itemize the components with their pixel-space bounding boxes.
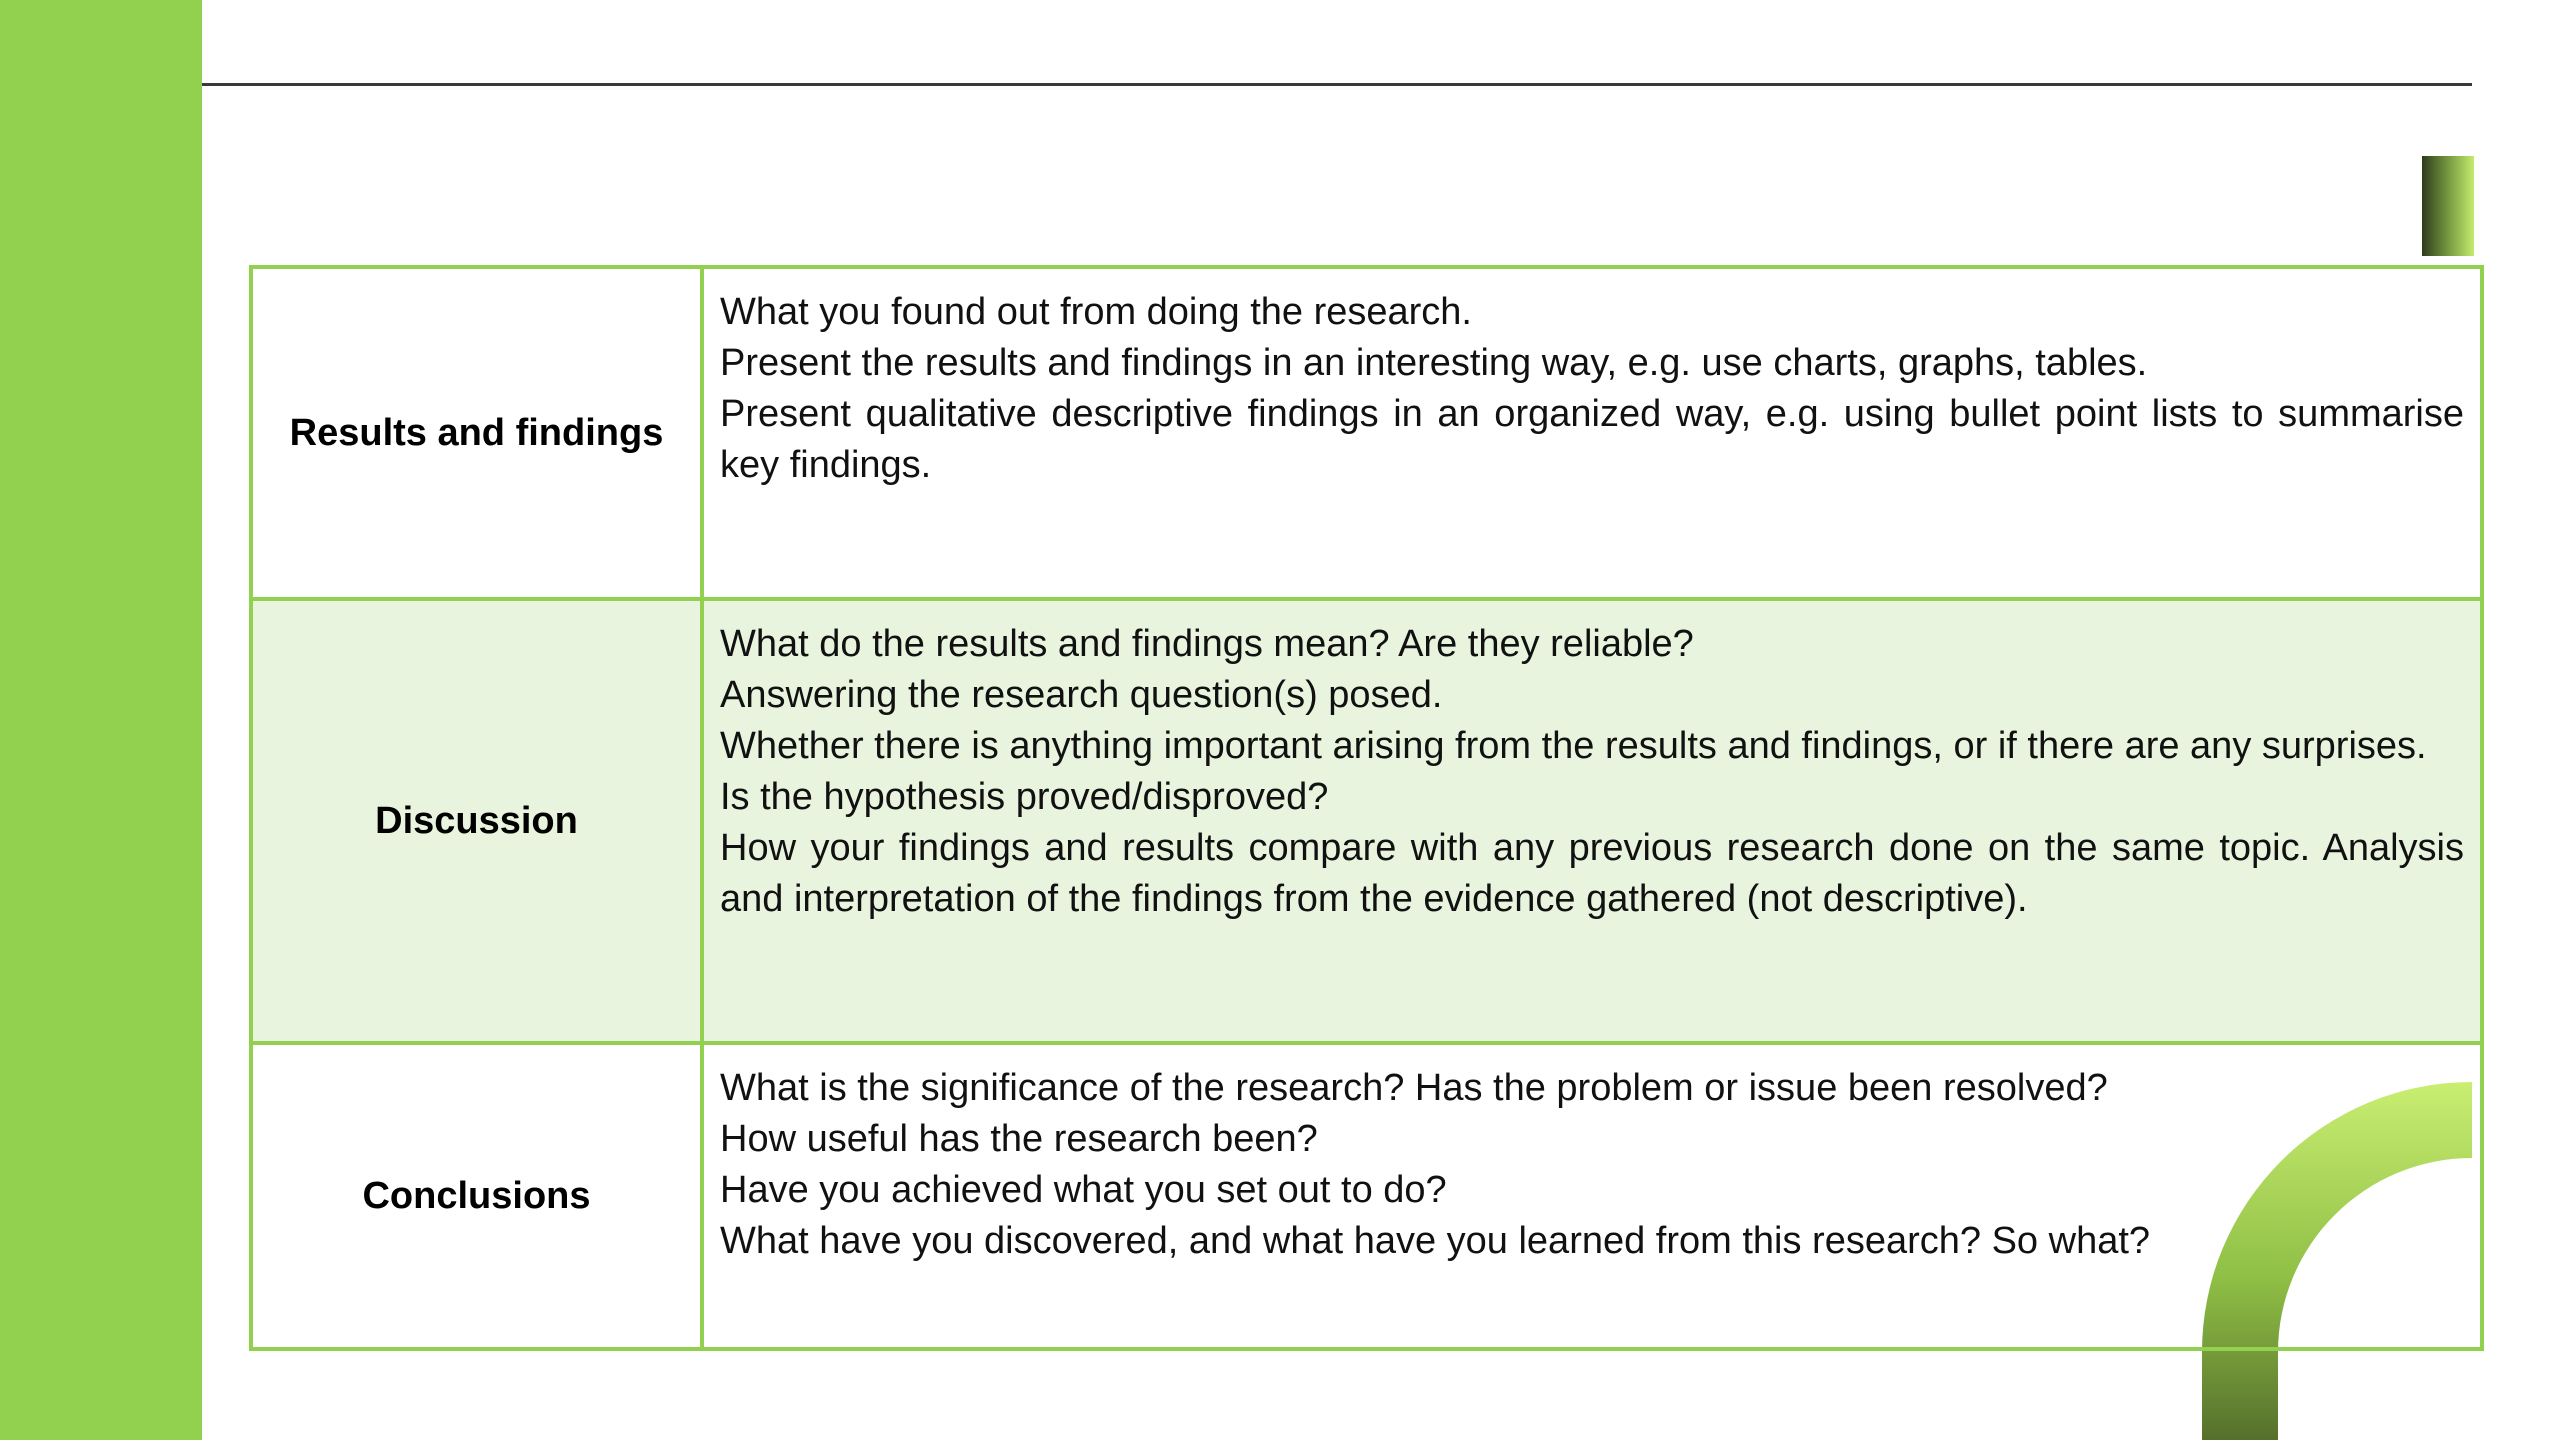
description-line: Is the hypothesis proved/disproved? (720, 776, 1329, 818)
row-description (702, 1043, 2482, 1349)
left-accent-bar (0, 0, 202, 1440)
table-row (251, 267, 2482, 599)
row-description (702, 599, 2482, 1043)
top-divider-line (202, 83, 2472, 86)
table-row (251, 599, 2482, 1043)
row-label: Results and findings (251, 267, 702, 599)
description-line: How your findings and results compare with any previous research done on the same topic. Analysis and interpretation of the findings from the evidence gathered (not descriptive). (720, 827, 2464, 920)
description-line: What you found out from doing the research. (720, 291, 1472, 333)
description-line: What have you discovered, and what have you learned from this research? So what? (720, 1220, 2151, 1262)
table-row (251, 1043, 2482, 1349)
description-line: What is the significance of the research? Has the problem or issue been resolved? (720, 1067, 2108, 1109)
description-line: Present the results and findings in an interesting way, e.g. use charts, graphs, tables. (720, 342, 2148, 384)
row-label: Conclusions (251, 1043, 702, 1349)
row-label: Discussion (251, 599, 702, 1043)
corner-gradient-accent (2422, 156, 2474, 256)
description-line: Answering the research question(s) posed. (720, 674, 1443, 716)
description-line: Whether there is anything important arising from the results and findings, or if there are any surprises. (720, 725, 2427, 767)
description-line: What do the results and findings mean? Are they reliable? (720, 623, 1694, 665)
description-line: How useful has the research been? (720, 1118, 1318, 1160)
description-line: Have you achieved what you set out to do? (720, 1169, 1447, 1211)
row-description (702, 267, 2482, 599)
content-table (249, 265, 2484, 1351)
description-line: Present qualitative descriptive findings in an organized way, e.g. using bullet point lists to summarise key findings. (720, 393, 2464, 486)
